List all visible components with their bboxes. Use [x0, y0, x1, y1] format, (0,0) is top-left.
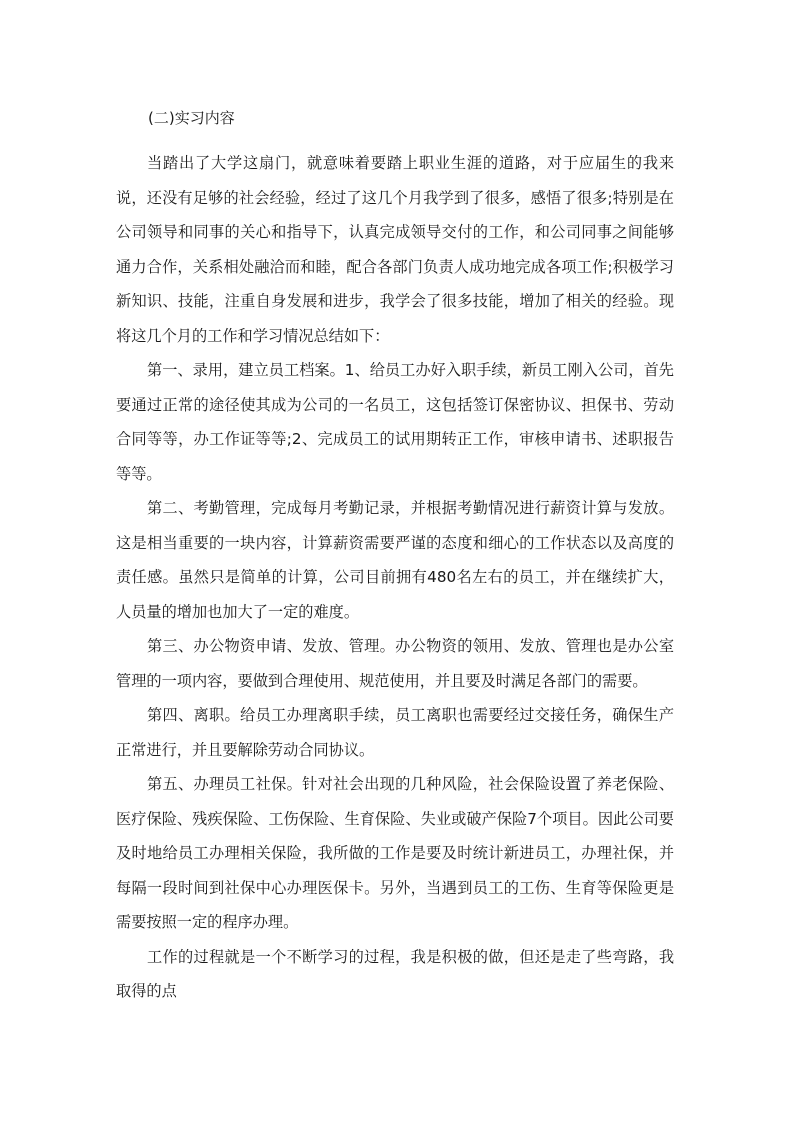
paragraph-intro: 当踏出了大学这扇门，就意味着要踏上职业生涯的道路，对于应届生的我来说，还没有足够的社会经验，经过了这几个月我学到了很多，感悟了很多;特别是在公司领导和同事的关心和指导下，认真完成领导交付的工作，和公司同事之间能够通力合作，关系相处融洽而和睦，配合各部门负责人成功地完成各项工作;积极学习新知识、技能，注重自身发展和进步，我学会了很多技能，增加了相关的经验。现将这几个月的工作和学习情况总结如下：: [116, 154, 674, 345]
paragraph-item-4: 第四、离职。给员工办理离职手续，员工离职也需要经过交接任务，确保生产正常进行，并且要解除劳动合同协议。: [116, 706, 674, 759]
paragraph-item-5: 第五、办理员工社保。针对社会出现的几种风险，社会保险设置了养老保险、医疗保险、残疾保险、工伤保险、生育保险、失业或破产保险7个项目。因此公司要及时地给员工办理相关保险，我所做的工作是要及时统计新进员工，办理社保，并每隔一段时间到社保中心办理医保卡。另外，当遇到员工的工伤、生育等保险更是需要按照一定的程序办理。: [116, 775, 674, 931]
section-heading: (二)实习内容: [148, 109, 235, 127]
document-body: [116, 102, 674, 1009]
paragraph-item-1: 第一、录用，建立员工档案。1、给员工办好入职手续，新员工刚入公司，首先要通过正常的途径使其成为公司的一名员工，这包括签订保密协议、担保书、劳动合同等等，办工作证等等;2、完成员工的试用期转正工作，审核申请书、述职报告等等。: [116, 361, 674, 483]
paragraph-item-3: 第三、办公物资申请、发放、管理。办公物资的领用、发放、管理也是办公室管理的一项内容，要做到合理使用、规范使用，并且要及时满足各部门的需要。: [116, 637, 674, 690]
paragraph-item-2: 第二、考勤管理，完成每月考勤记录，并根据考勤情况进行薪资计算与发放。这是相当重要的一块内容，计算薪资需要严谨的态度和细心的工作状态以及高度的责任感。虽然只是简单的计算，公司目前拥有480名左右的员工，并在继续扩大，人员量的增加也加大了一定的难度。: [116, 499, 674, 621]
paragraph-conclusion: 工作的过程就是一个不断学习的过程，我是积极的做，但还是走了些弯路，我取得的点: [116, 947, 674, 1000]
